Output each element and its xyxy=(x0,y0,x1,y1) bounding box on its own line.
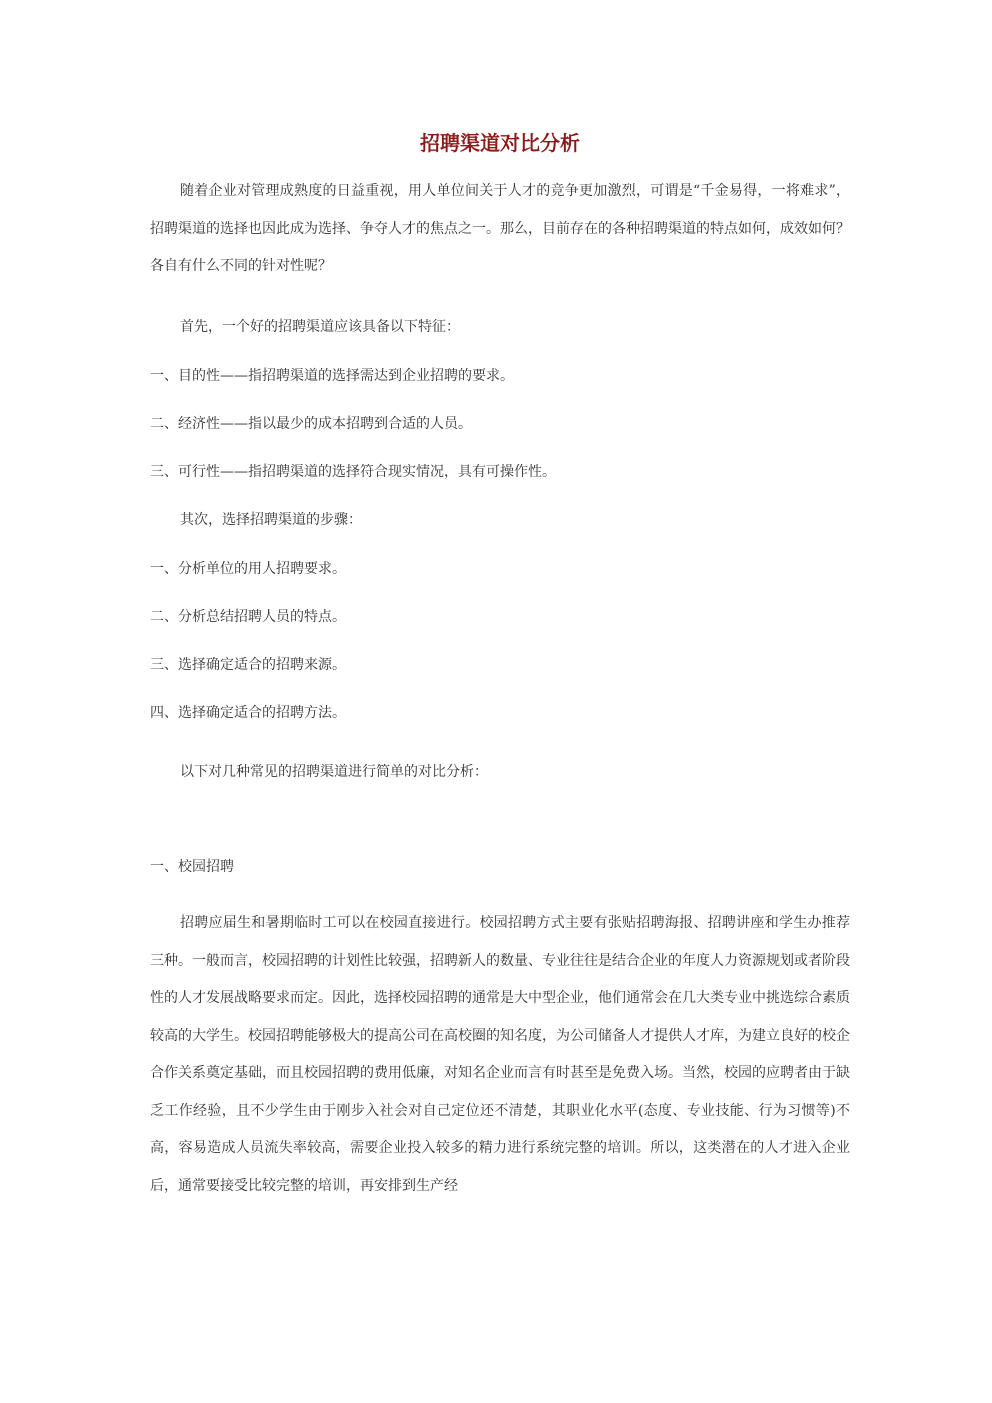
feature-item: 一、目的性——指招聘渠道的选择需达到企业招聘的要求。 xyxy=(150,368,514,384)
step-item: 一、分析单位的用人招聘要求。 xyxy=(150,561,346,577)
section-body-paragraph: 招聘应届生和暑期临时工可以在校园直接进行。校园招聘方式主要有张贴招聘海报、招聘讲座和学生办推荐三种。一般而言，校园招聘的计划性比较强，招聘新人的数量、专业往往是结合企业的年度人力资源规划或者阶段性的人才发展战略要求而定。因此，选择校园招聘的通常是大中型企业，他们通常会在几大类专业中挑选综合素质较高的大学生。校园招聘能够极大的提高公司在高校圈的知名度，为公司储备人才提供人才库，为建立良好的校企合作关系奠定基础，而且校园招聘的费用低廉，对知名企业而言有时甚至是免费入场。当然，校园的应聘者由于缺乏工作经验，且不少学生由于刚步入社会对自己定位还不清楚，其职业化水平(态度、专业技能、行为习惯等)不高，容易造成人员流失率较高，需要企业投入较多的精力进行系统完整的培训。所以，这类潜在的人才进入企业后，通常要接受比较完整的培训，再安排到生产经 xyxy=(150,915,850,1194)
feature-item: 二、经济性——指以最少的成本招聘到合适的人员。 xyxy=(150,416,472,432)
step-item: 三、选择确定适合的招聘来源。 xyxy=(150,657,346,673)
features-heading: 首先，一个好的招聘渠道应该具备以下特征： xyxy=(180,319,460,335)
section-heading: 一、校园招聘 xyxy=(150,859,234,875)
step-item: 二、分析总结招聘人员的特点。 xyxy=(150,609,346,625)
page-title: 招聘渠道对比分析 xyxy=(420,131,580,155)
step-item: 四、选择确定适合的招聘方法。 xyxy=(150,705,346,721)
steps-heading: 其次，选择招聘渠道的步骤： xyxy=(180,512,362,528)
intro-paragraph: 随着企业对管理成熟度的日益重视，用人单位间关于人才的竞争更加激烈，可谓是“千金易得，一将难求”，招聘渠道的选择也因此成为选择、争夺人才的焦点之一。那么，目前存在的各种招聘渠道的特点如何，成效如何？各自有什么不同的针对性呢？ xyxy=(150,183,850,274)
feature-item: 三、可行性——指招聘渠道的选择符合现实情况，具有可操作性。 xyxy=(150,464,556,480)
analysis-intro: 以下对几种常见的招聘渠道进行简单的对比分析： xyxy=(180,764,488,780)
